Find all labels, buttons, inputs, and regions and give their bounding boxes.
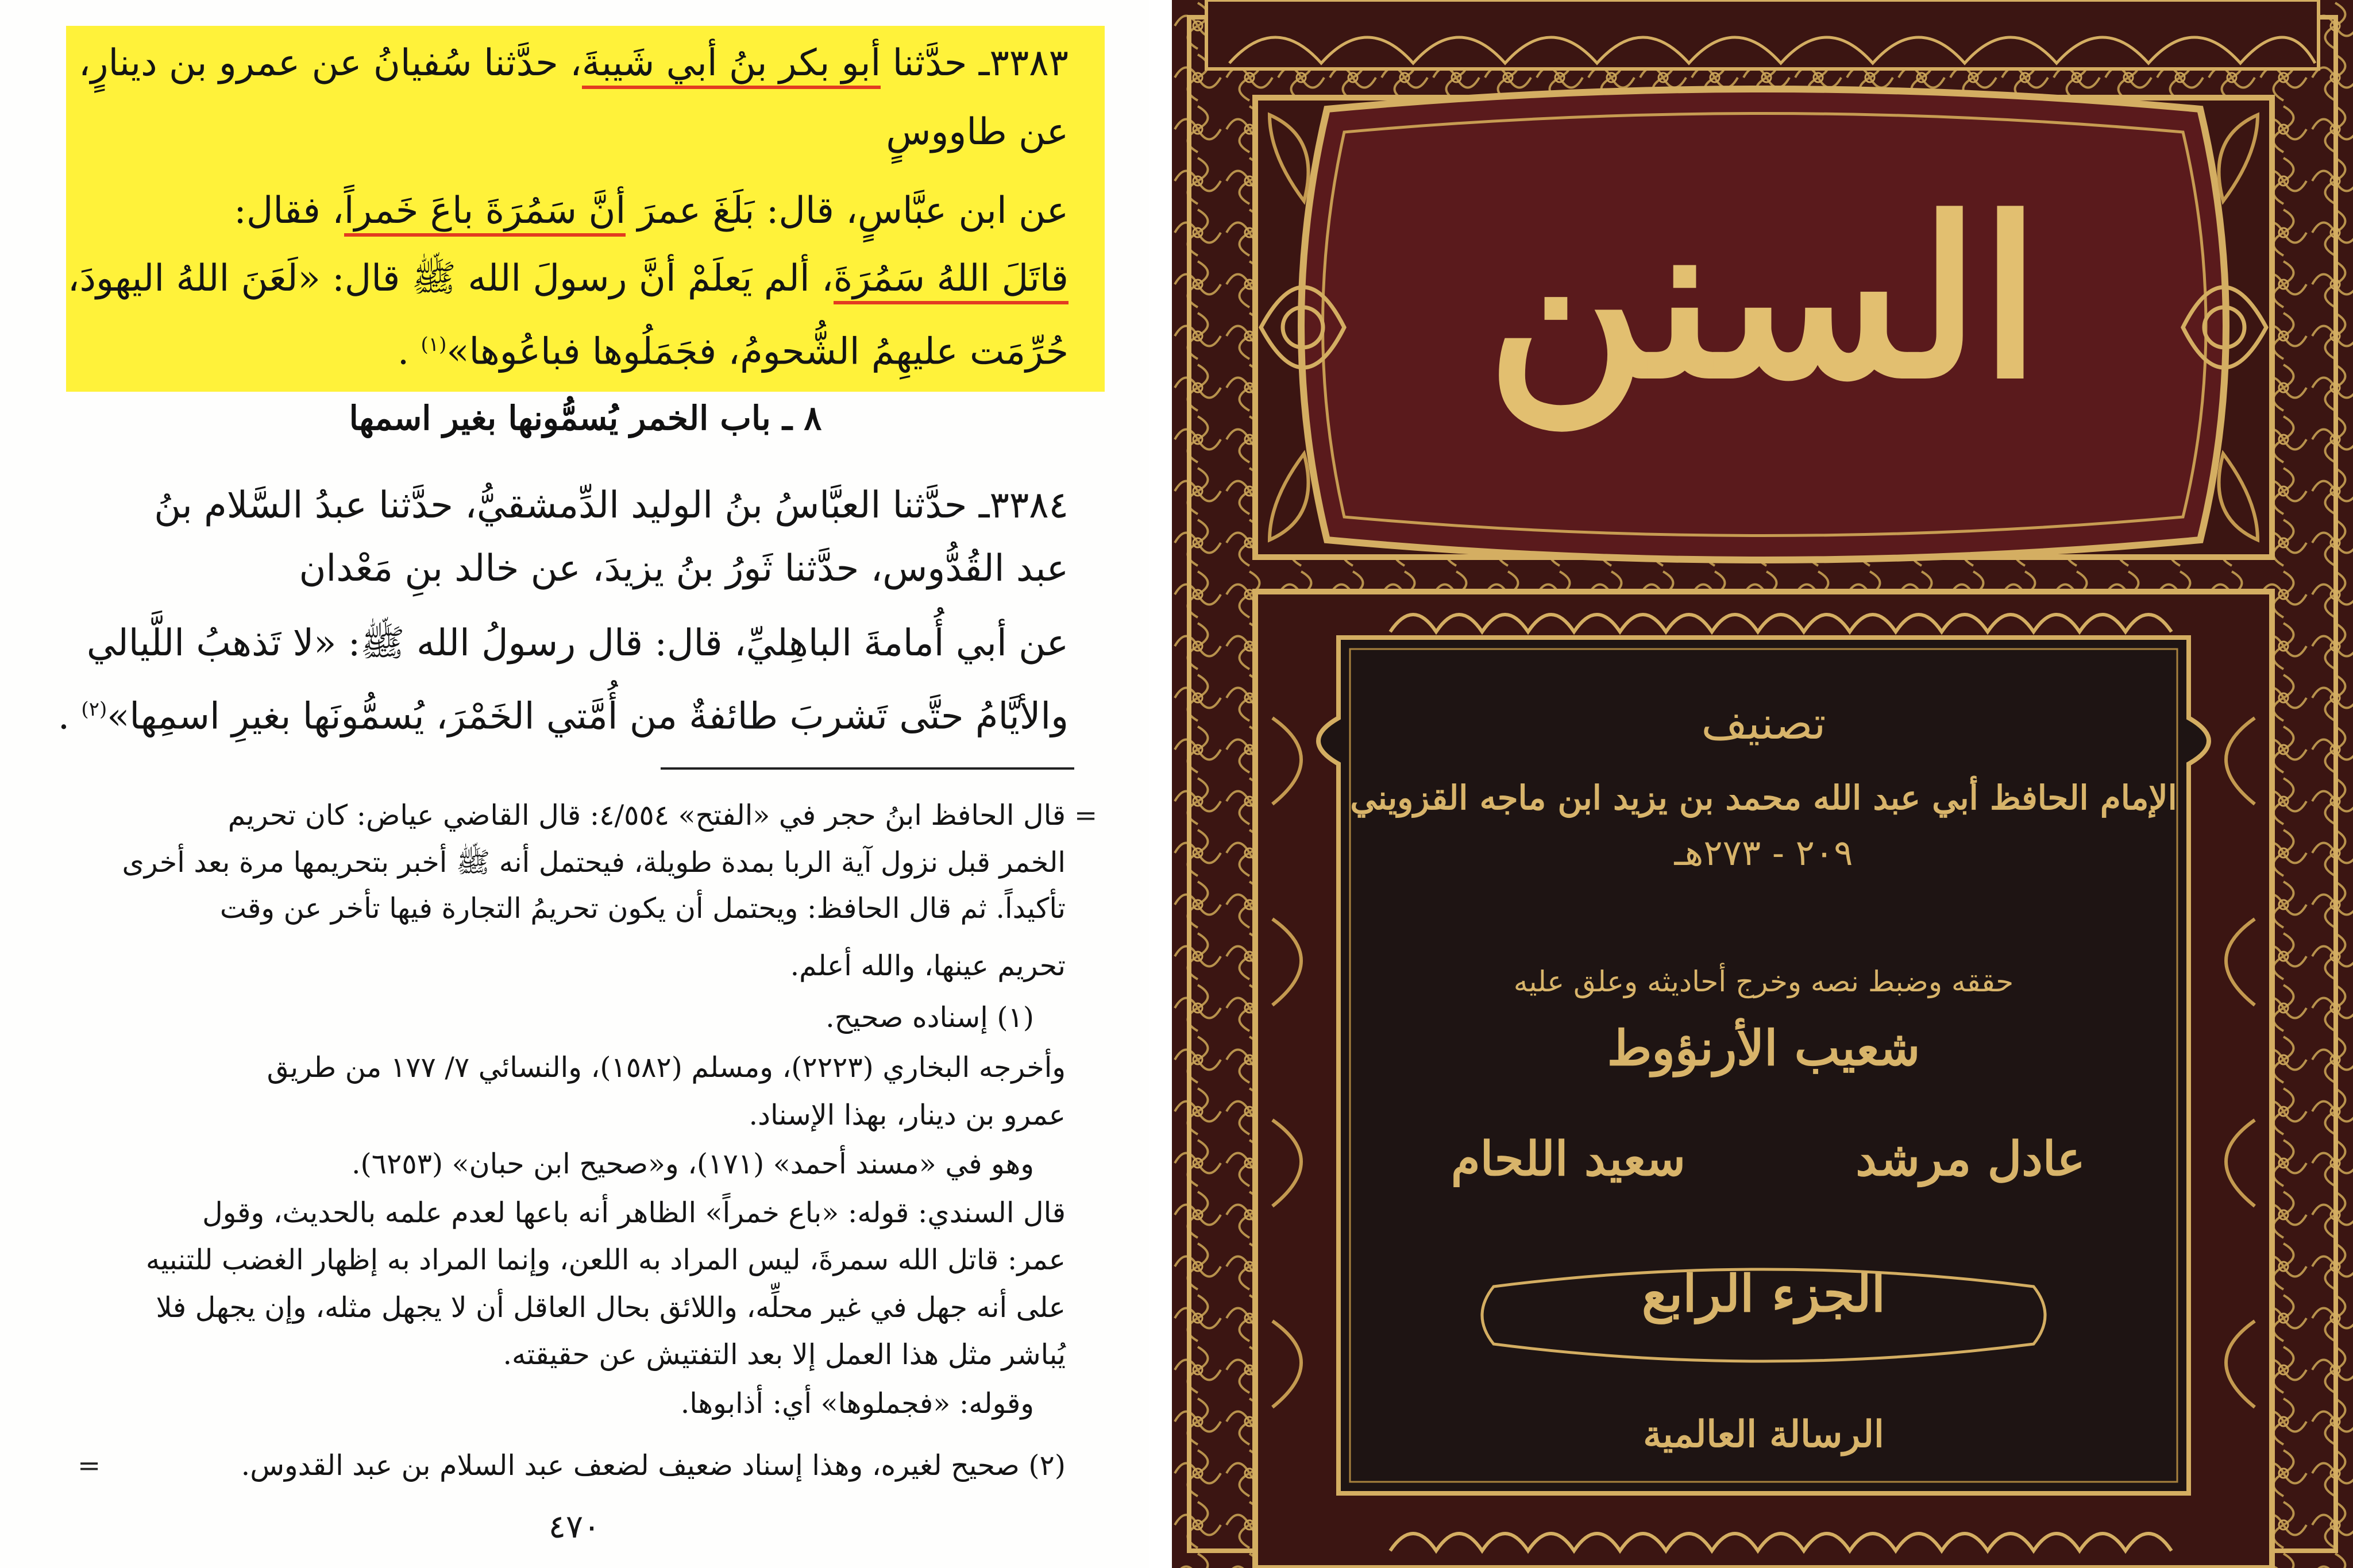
cover-coeditor: سعيد اللحام xyxy=(1451,1131,1686,1187)
cover-dates: ٢٠٩ - ٢٧٣هـ xyxy=(1674,832,1853,874)
cover-publisher: الرسالة العالمية xyxy=(1643,1413,1884,1456)
cover-author: الإمام الحافظ أبي عبد الله محمد بن يزيد ابن ماجه القزويني xyxy=(1350,778,2177,817)
note-line: على أنه جهل في غير محلِّه، واللائق بحال العاقل أن لا يجهل مثله، وإن يجهل فلا xyxy=(156,1291,1066,1324)
text-segment: ، حدَّثنا سُفيانُ عن عمرو بن دينارٍ، xyxy=(78,42,582,84)
cover-author-label: تصنيف xyxy=(1701,698,1826,750)
book-page xyxy=(0,0,1149,1568)
hadith-3383-line-5: حُرِّمَت عليهِمُ الشُّحومُ، فجَمَلُوها فباعُوها»$^{(١)}$ . xyxy=(397,330,1069,373)
page-number: ٤٧٠ xyxy=(548,1508,601,1546)
cover-coeditor: عادل مرشد xyxy=(1856,1131,2085,1187)
underlined-narrator: أبو بكر بنُ أبي شَيبةَ xyxy=(582,42,881,89)
note-line: قال السندي: قوله: «باع خمراً» الظاهر أنه باعها لعدم علمه بالحديث، وقول xyxy=(202,1196,1066,1229)
underlined-phrase: أنَّ سَمُرَةَ باعَ خَمراً xyxy=(344,190,626,237)
cover-volume: الجزء الرابع xyxy=(1641,1264,1886,1323)
text-segment: حُرِّمَت عليهِمُ الشُّحومُ، فجَمَلُوها فباعُوها» xyxy=(446,330,1069,373)
hadith-3383-line-4 xyxy=(68,256,1069,302)
note-line: عمرو بن دينار، بهذا الإسناد. xyxy=(749,1099,1066,1131)
text-segment: ، فقال: xyxy=(234,190,344,232)
note-line: تأكيداً. ثم قال الحافظ: ويحتمل أن يكون تحريمُ التجارة فيها تأخر عن وقت xyxy=(219,892,1066,925)
note-line: (١) إسناده صحيح. xyxy=(826,1001,1034,1034)
continuation-mark: = xyxy=(1074,800,1098,832)
hadith-3384-line-3: عن أبي أُمامةَ الباهِليِّ، قال: قال رسولُ الله ﷺ: «لا تَذهبُ اللَّيالي xyxy=(86,622,1069,665)
underlined-phrase: قاتَلَ اللهُ سَمُرَةَ xyxy=(834,257,1069,304)
cover-editor: شعيب الأرنؤوط xyxy=(1607,1019,1920,1076)
note-line: وقوله: «فجملوها» أي: أذابوها. xyxy=(680,1387,1034,1420)
hadith-3384-line-1: ٣٣٨٤ـ حدَّثنا العبَّاسُ بنُ الوليد الدِّمشقيُّ، حدَّثنا عبدُ السَّلام بنُ xyxy=(154,484,1069,527)
note-line: قال الحافظ ابنُ حجر في «الفتح» ٤/٥٥٤: قال القاضي عياض: كان تحريم xyxy=(227,799,1066,832)
note-line: عمر: قاتل الله سمرةَ، ليس المراد به اللعن، وإنما المراد به إظهار الغضب للتنبيه xyxy=(145,1243,1066,1276)
book-cover xyxy=(1172,0,2353,1568)
note-line: يُباشر مثل هذا العمل إلا بعد التفتيش عن حقيقته. xyxy=(503,1338,1066,1371)
note-line: (٢) صحيح لغيره، وهذا إسناد ضعيف لضعف عبد السلام بن عبد القدوس. xyxy=(241,1449,1066,1482)
text-segment: ، ألم يَعلَمْ أنَّ رسولَ الله ﷺ قال: «لَعَنَ اللهُ اليهودَ، xyxy=(67,257,834,300)
text-segment: عن ابن عبَّاسٍ، قال: بَلَغَ عمرَ xyxy=(626,190,1069,232)
hadith-3384-line-2: عبد القُدُّوس، حدَّثنا ثَورُ بنُ يزيدَ، عن خالد بنِ مَعْدان xyxy=(299,547,1069,590)
note-line: تحريم عينها، والله أعلم. xyxy=(790,949,1066,982)
hadith-3383-line-1 xyxy=(79,40,1069,86)
text-segment: ٣٣٨٣ـ حدَّثنا xyxy=(881,42,1069,84)
hadith-3383-line-3 xyxy=(234,188,1069,234)
note-line: الخمر قبل نزول آية الربا بمدة طويلة، فيحتمل أنه ﷺ أخبر بتحريمها مرة بعد أخرى xyxy=(122,846,1066,879)
footnote-ref: (٢) xyxy=(81,698,107,721)
chapter-heading: ٨ ـ باب الخمر يُسمُّونها بغير اسمها xyxy=(349,399,822,438)
cover-editor-label: حققه وضبط نصه وخرج أحاديثه وعلق عليه xyxy=(1513,965,2014,998)
hadith-3384-line-4: والأيَّامُ حتَّى تَشربَ طائفةٌ من أُمَّتي الخَمْرَ، يُسمُّونَها بغيرِ اسمِها»$^{(٢)}$ . xyxy=(57,695,1069,738)
footnote-ref: (١) xyxy=(421,333,447,356)
note-line: وأخرجه البخاري (٢٢٢٣)، ومسلم (١٥٨٢)، والنسائي ٧/ ١٧٧ من طريق xyxy=(267,1051,1066,1084)
text-segment: والأيَّامُ حتَّى تَشربَ طائفةٌ من أُمَّتي الخَمْرَ، يُسمُّونَها بغيرِ اسمِها» xyxy=(107,695,1069,738)
cover-title: السنن xyxy=(1486,170,2041,427)
hadith-3383-line-2: عن طاووسٍ xyxy=(886,111,1069,153)
note-line: وهو في «مسند أحمد» (١٧١)، و«صحيح ابن حبان» (٦٢٥٣). xyxy=(351,1148,1034,1180)
continuation-mark-end: = xyxy=(78,1450,101,1482)
footnote-divider xyxy=(661,767,1074,770)
